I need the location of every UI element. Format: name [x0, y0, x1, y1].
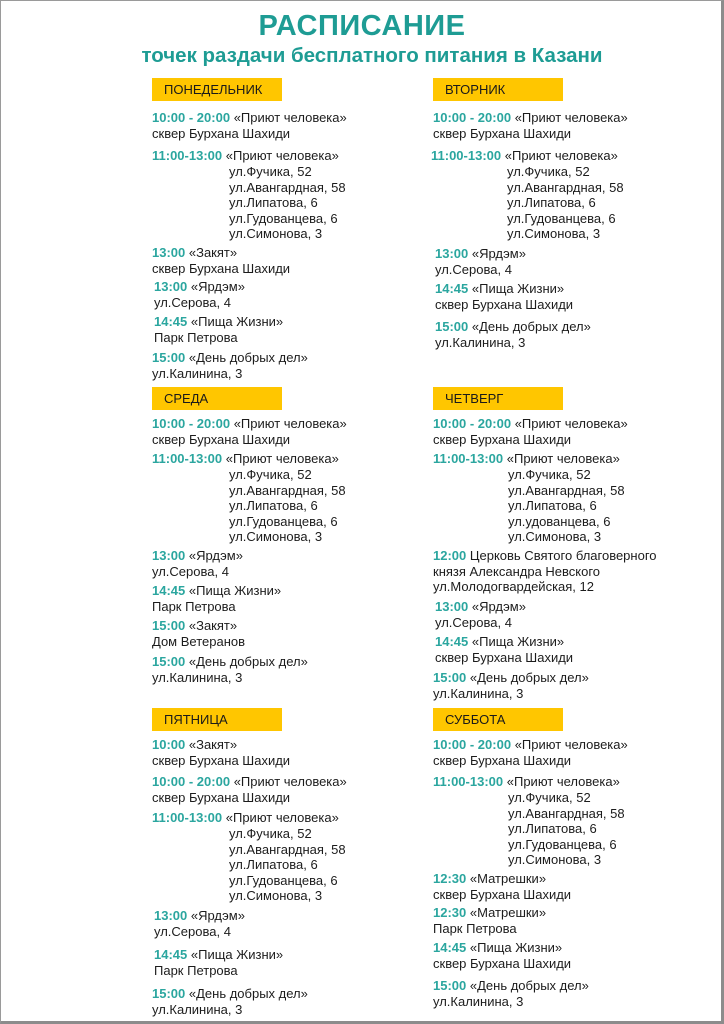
address-item: ул.Авангардная, 58: [508, 805, 625, 821]
schedule-entry: [152, 737, 290, 768]
entry-org: «Пища Жизни»: [190, 947, 284, 962]
entry-time: 12:30: [433, 871, 467, 886]
schedule-entry: [152, 350, 308, 381]
entry-place: сквер Бурхана Шахиди: [435, 649, 574, 665]
day-label-saturday: СУББОТА: [433, 708, 563, 731]
address-list: [229, 164, 346, 242]
entry-time: 11:00-13:00: [433, 774, 504, 789]
entry-place: ул.Калинина, 3: [433, 993, 524, 1009]
page-title: РАСПИСАНИЕ: [258, 10, 466, 42]
entry-org: «Приют человека»: [514, 416, 628, 431]
entry-org: «Приют человека»: [233, 110, 347, 125]
entry-time: 13:00: [435, 599, 469, 614]
address-item: ул.Фучика, 52: [229, 467, 312, 482]
entry-org: «Закят»: [188, 245, 238, 260]
schedule-entry: [433, 774, 620, 790]
address-item: ул.Авангардная, 58: [507, 179, 624, 195]
entry-time: 13:00: [154, 908, 188, 923]
schedule-entry: [152, 110, 347, 141]
entry-place: ул.Калинина, 3: [152, 669, 243, 685]
schedule-entry: [433, 416, 628, 447]
entry-org: «Приют человека»: [225, 810, 339, 825]
entry-time: 13:00: [435, 246, 469, 261]
entry-org: «День добрых дел»: [188, 986, 308, 1001]
entry-org: «Закят»: [188, 618, 238, 633]
entry-time: 10:00: [152, 737, 186, 752]
entry-org: «Пища Жизни»: [188, 583, 282, 598]
entry-time: 10:00 - 20:00: [152, 110, 231, 125]
entry-org: «Приют человека»: [233, 416, 347, 431]
entry-place: Парк Петрова: [154, 962, 238, 978]
schedule-entry: [154, 279, 245, 310]
entry-org: «Ярдэм»: [190, 908, 245, 923]
entry-time: 13:00: [154, 279, 188, 294]
entry-place-address: ул.Молодогвардейская, 12: [433, 579, 594, 595]
entry-place: ул.Калинина, 3: [435, 334, 526, 350]
address-item: ул.Гудованцева, 6: [507, 210, 616, 226]
address-item: ул.Липатова, 6: [508, 498, 597, 514]
entry-place: сквер Бурхана Шахиди: [433, 955, 572, 971]
page-subtitle: точек раздачи бесплатного питания в Казани: [141, 44, 603, 67]
address-item: ул.Симонова, 3: [507, 226, 601, 242]
entry-time: 15:00: [435, 319, 469, 334]
entry-place: сквер Бурхана Шахиди: [433, 752, 572, 768]
entry-place: князя Александра Невского: [433, 563, 601, 579]
day-label-thursday: ЧЕТВЕРГ: [433, 387, 563, 410]
entry-org: «Приют человека»: [504, 148, 618, 163]
entry-place: сквер Бурхана Шахиди: [435, 296, 574, 312]
address-item: ул.Авангардная, 58: [229, 482, 346, 498]
day-label-friday: ПЯТНИЦА: [152, 708, 282, 731]
schedule-entry: [435, 319, 591, 350]
entry-time: 14:45: [435, 281, 469, 296]
entry-place: ул.Калинина, 3: [152, 1001, 243, 1017]
schedule-entry: [152, 548, 243, 579]
schedule-entry: [433, 940, 571, 971]
address-item: ул.Гудованцева, 6: [229, 513, 338, 529]
entry-time: 10:00 - 20:00: [152, 774, 231, 789]
schedule-entry: [433, 871, 571, 902]
address-item: ул.Фучика, 52: [229, 164, 312, 179]
address-item: ул.Авангардная, 58: [229, 841, 346, 857]
entry-place: сквер Бурхана Шахиди: [152, 752, 291, 768]
schedule-entry: [154, 908, 245, 939]
address-item: ул.Липатова, 6: [508, 821, 597, 837]
address-item: ул.Липатова, 6: [229, 857, 318, 873]
entry-place: ул.Серова, 4: [435, 614, 512, 630]
schedule-entry: [154, 314, 283, 345]
entry-time: 12:00: [433, 548, 467, 563]
address-item: ул.Симонова, 3: [229, 226, 323, 242]
address-item: ул.Авангардная, 58: [508, 482, 625, 498]
entry-time: 15:00: [152, 618, 186, 633]
address-item: ул.Липатова, 6: [229, 195, 318, 211]
entry-org: «День добрых дел»: [188, 350, 308, 365]
entry-time: 15:00: [152, 986, 186, 1001]
entry-org: «Приют человека»: [225, 148, 339, 163]
entry-org: «День добрых дел»: [469, 978, 589, 993]
address-item: ул.Фучика, 52: [507, 164, 590, 179]
address-item: ул.Гудованцева, 6: [229, 872, 338, 888]
schedule-entry: [433, 670, 589, 701]
entry-place: ул.Калинина, 3: [433, 685, 524, 701]
entry-time: 15:00: [152, 350, 186, 365]
entry-place: сквер Бурхана Шахиди: [152, 431, 291, 447]
schedule-entry: [152, 774, 347, 805]
address-item: ул.Фучика, 52: [508, 467, 591, 482]
entry-org: «Приют человека»: [506, 774, 620, 789]
entry-time: 14:45: [154, 947, 188, 962]
address-item: ул.Гудованцева, 6: [508, 836, 617, 852]
entry-time: 15:00: [433, 978, 467, 993]
entry-place: сквер Бурхана Шахиди: [152, 789, 291, 805]
schedule-entry: [152, 618, 245, 649]
entry-org: «Пища Жизни»: [471, 281, 565, 296]
address-item: ул.Авангардная, 58: [229, 179, 346, 195]
address-list: [508, 790, 625, 868]
entry-time: 14:45: [154, 314, 188, 329]
entry-time: 15:00: [433, 670, 467, 685]
address-list: [507, 164, 624, 242]
schedule-entry: [433, 110, 628, 141]
schedule-entry: [435, 246, 526, 277]
entry-org: «Ярдэм»: [190, 279, 245, 294]
schedule-entry: [433, 451, 620, 467]
entry-place: сквер Бурхана Шахиди: [152, 125, 291, 141]
entry-org: «День добрых дел»: [469, 670, 589, 685]
entry-time: 11:00-13:00: [433, 451, 504, 466]
entry-time: 15:00: [152, 654, 186, 669]
entry-org: «Матрешки»: [469, 871, 547, 886]
day-label-monday: ПОНЕДЕЛЬНИК: [152, 78, 282, 101]
entry-time: 14:45: [433, 940, 467, 955]
day-label-wednesday: СРЕДА: [152, 387, 282, 410]
address-list: [229, 467, 346, 545]
entry-org: «Закят»: [188, 737, 238, 752]
entry-time: 11:00-13:00: [152, 810, 223, 825]
schedule-entry: [152, 416, 347, 447]
entry-org: «Пища Жизни»: [469, 940, 563, 955]
entry-org: «Приют человека»: [225, 451, 339, 466]
entry-org: «Пища Жизни»: [190, 314, 284, 329]
entry-place: ул.Калинина, 3: [152, 365, 243, 381]
entry-time: 10:00 - 20:00: [152, 416, 231, 431]
address-item: ул.Липатова, 6: [229, 498, 318, 514]
schedule-entry: [152, 583, 281, 614]
schedule-entry: [435, 634, 573, 665]
entry-time: 11:00-13:00: [152, 148, 223, 163]
entry-time: 13:00: [152, 548, 186, 563]
entry-time: 13:00: [152, 245, 186, 260]
entry-place: сквер Бурхана Шахиди: [433, 886, 572, 902]
entry-time: 14:45: [152, 583, 186, 598]
entry-time: 12:30: [433, 905, 467, 920]
address-item: ул.Фучика, 52: [508, 790, 591, 805]
entry-place: сквер Бурхана Шахиди: [152, 260, 291, 276]
schedule-entry: [435, 599, 526, 630]
schedule-entry: [152, 148, 339, 164]
entry-place: ул.Серова, 4: [154, 294, 231, 310]
entry-org: «Приют человека»: [514, 110, 628, 125]
entry-org: Церковь Святого благоверного: [469, 548, 657, 563]
schedule-entry: [433, 548, 657, 595]
entry-time: 14:45: [435, 634, 469, 649]
entry-org: «Ярдэм»: [188, 548, 243, 563]
entry-time: 10:00 - 20:00: [433, 737, 512, 752]
entry-org: «Приют человека»: [233, 774, 347, 789]
entry-place: ул.Серова, 4: [152, 563, 229, 579]
entry-place: Парк Петрова: [152, 598, 236, 614]
schedule-entry: [152, 654, 308, 685]
entry-place: сквер Бурхана Шахиди: [433, 431, 572, 447]
schedule-entry: [433, 737, 628, 768]
address-list: [508, 467, 625, 545]
entry-time: 10:00 - 20:00: [433, 416, 512, 431]
schedule-entry: [152, 986, 308, 1017]
address-item: ул.Симонова, 3: [508, 529, 602, 545]
entry-org: «Пища Жизни»: [471, 634, 565, 649]
address-item: ул.Симонова, 3: [229, 529, 323, 545]
entry-place: Парк Петрова: [433, 920, 517, 936]
schedule-entry: [431, 148, 618, 164]
address-item: ул.Фучика, 52: [229, 826, 312, 841]
entry-time: 11:00-13:00: [152, 451, 223, 466]
schedule-entry: [152, 451, 339, 467]
schedule-entry: [152, 810, 339, 826]
entry-place: сквер Бурхана Шахиди: [433, 125, 572, 141]
entry-place: ул.Серова, 4: [435, 261, 512, 277]
entry-org: «День добрых дел»: [188, 654, 308, 669]
entry-org: «Приют человека»: [506, 451, 620, 466]
schedule-entry: [154, 947, 283, 978]
address-item: ул.Симонова, 3: [508, 852, 602, 868]
entry-org: «День добрых дел»: [471, 319, 591, 334]
address-item: ул.Гудованцева, 6: [229, 210, 338, 226]
address-item: ул.удованцева, 6: [508, 513, 611, 529]
entry-org: «Приют человека»: [514, 737, 628, 752]
address-item: ул.Липатова, 6: [507, 195, 596, 211]
entry-time: 11:00-13:00: [431, 148, 502, 163]
address-item: ул.Симонова, 3: [229, 888, 323, 904]
address-list: [229, 826, 346, 904]
schedule-entry: [152, 245, 290, 276]
entry-place: Парк Петрова: [154, 329, 238, 345]
schedule-entry: [433, 905, 546, 936]
schedule-entry: [435, 281, 573, 312]
entry-org: «Матрешки»: [469, 905, 547, 920]
schedule-entry: [433, 978, 589, 1009]
entry-time: 10:00 - 20:00: [433, 110, 512, 125]
entry-place: Дом Ветеранов: [152, 633, 246, 649]
entry-org: «Ярдэм»: [471, 599, 526, 614]
entry-org: «Ярдэм»: [471, 246, 526, 261]
day-label-tuesday: ВТОРНИК: [433, 78, 563, 101]
entry-place: ул.Серова, 4: [154, 923, 231, 939]
